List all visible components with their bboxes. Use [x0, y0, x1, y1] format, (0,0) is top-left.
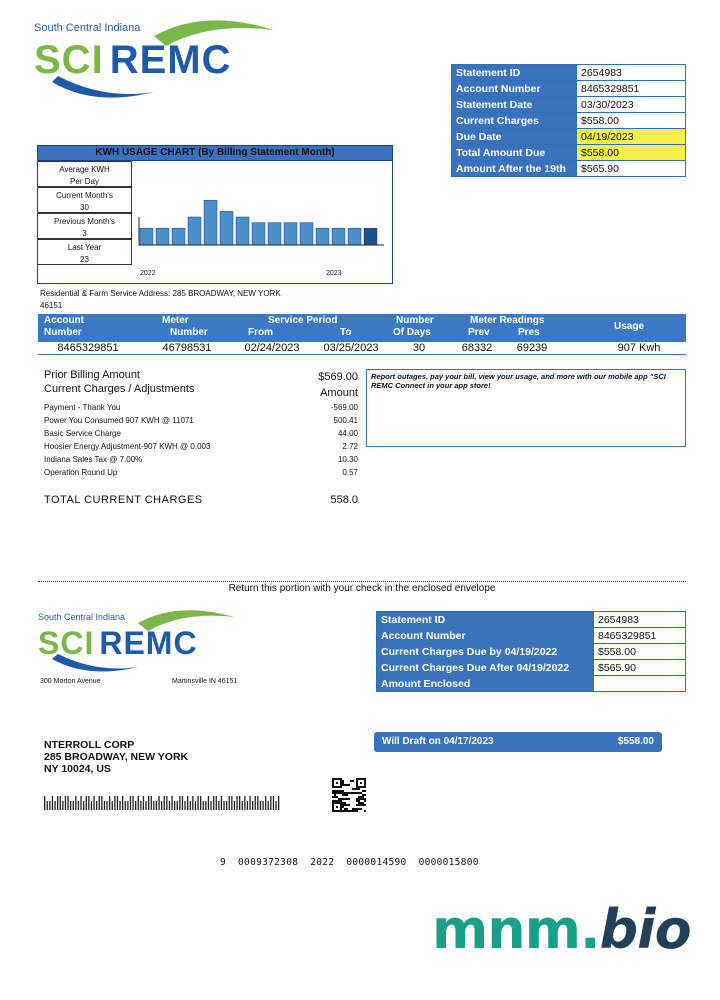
- postal-barcode-icon: [44, 796, 288, 810]
- remittance-row: [377, 612, 686, 628]
- statement-row-value: 2654983: [577, 65, 686, 81]
- statement-row-value: $565.90: [577, 161, 686, 177]
- charge-label: Indiana Sales Tax @ 7.00%: [44, 455, 143, 464]
- charge-line: [44, 403, 358, 416]
- statement-row-value: $558.00: [577, 113, 686, 129]
- statement-row: [452, 145, 686, 161]
- chart-stat-cell: Last Year 23: [38, 239, 132, 265]
- statement-row-label: Amount After the 19th: [452, 161, 577, 177]
- charge-value: -569.00: [330, 403, 358, 412]
- chart-stat-cell: Previous Month's 3: [38, 213, 132, 239]
- company-city: Martinsville IN 46151: [172, 678, 238, 685]
- chart-stats: [38, 161, 132, 265]
- chart-stat-cell: Current Month's 30: [38, 187, 132, 213]
- charge-value: 0.57: [342, 468, 358, 477]
- company-address: 300 Morton Avenue: [40, 678, 101, 685]
- remittance-row-value: $565.90: [594, 660, 686, 676]
- logo-wordmark: SCI REMC: [34, 38, 232, 82]
- logo-top: [34, 12, 274, 102]
- logo-tagline: South Central Indiana: [34, 22, 141, 34]
- charge-line: [44, 455, 358, 468]
- kwh-usage-chart: [37, 145, 393, 284]
- charge-value: 10.30: [337, 455, 358, 464]
- charge-label: Operation Round Up: [44, 468, 118, 477]
- statement-summary-table: [451, 64, 686, 177]
- prior-billing-value: $569.00: [318, 371, 358, 383]
- amount-header: Amount: [320, 387, 358, 399]
- tear-line: [38, 581, 686, 582]
- ocr-scan-line: 9 0009372308 2022 0000014590 0000015800: [220, 857, 479, 868]
- charge-value: 500.41: [333, 416, 358, 425]
- chart-bar: [156, 228, 169, 245]
- statement-row-label: Current Charges: [452, 113, 577, 129]
- chart-bar: [220, 211, 233, 245]
- charge-label: Hoosier Energy Adjustment-907 KWH @ 0.003: [44, 442, 211, 451]
- remittance-row-label: Statement ID: [377, 612, 594, 628]
- statement-row-value: $558.00: [577, 145, 686, 161]
- charge-line: [44, 429, 358, 442]
- reading-pres: 69239: [516, 342, 548, 354]
- statement-row-label: Statement ID: [452, 65, 577, 81]
- amount-enclosed-field[interactable]: [594, 676, 686, 692]
- total-label: TOTAL CURRENT CHARGES: [44, 494, 203, 506]
- statement-row: [452, 81, 686, 97]
- account-number: 8465329851: [57, 342, 119, 354]
- customer-address: [44, 739, 188, 775]
- period-to: 03/25/2023: [323, 342, 379, 354]
- chart-bar: [300, 223, 313, 245]
- qr-code-icon: [332, 778, 366, 812]
- prior-billing-label: Prior Billing Amount: [44, 369, 140, 381]
- remittance-row-label: Amount Enclosed: [377, 676, 594, 692]
- charge-value: 44.00: [337, 429, 358, 438]
- chart-bar: [268, 223, 281, 245]
- statement-row: [452, 161, 686, 177]
- number-of-days: 30: [412, 342, 426, 354]
- charge-line: [44, 442, 358, 455]
- logo-bottom: [38, 603, 238, 673]
- remittance-row: [377, 628, 686, 644]
- chart-bar: [204, 200, 217, 245]
- charge-items: [44, 403, 358, 481]
- period-from: 02/24/2023: [244, 342, 300, 354]
- chart-x-start: 2022: [140, 270, 156, 277]
- charge-label: Basic Service Charge: [44, 429, 121, 438]
- charge-label: Power You Consumed 907 KWH @ 11071: [44, 416, 194, 425]
- remittance-row: [377, 660, 686, 676]
- draft-amount: $558.00: [617, 736, 654, 747]
- remittance-row-label: Account Number: [377, 628, 594, 644]
- total-value: 558.0: [330, 494, 358, 506]
- statement-row-value: 04/19/2023: [577, 129, 686, 145]
- statement-row: [452, 65, 686, 81]
- draft-label: Will Draft on 04/17/2023: [382, 736, 494, 747]
- brand-watermark: mnm.bio: [432, 898, 691, 961]
- app-promo-note: Report outages, pay your bill, view your usage, and more with our mobile app "SCI REMC Connect in your app store!: [366, 369, 686, 447]
- chart-plot: [134, 161, 390, 281]
- chart-x-end: 2023: [326, 270, 342, 277]
- remittance-row: [377, 676, 686, 692]
- chart-bar: [236, 217, 249, 245]
- customer-street: 285 BROADWAY, NEW YORK: [44, 751, 189, 763]
- remittance-row-label: Current Charges Due by 04/19/2022: [377, 644, 594, 660]
- charge-label: Payment - Thank You: [44, 403, 121, 412]
- statement-row-value: 8465329851: [577, 81, 686, 97]
- customer-city: NY 10024, US: [44, 763, 111, 775]
- customer-name: NTERROLL CORP: [44, 739, 135, 751]
- chart-bar: [348, 228, 361, 245]
- remittance-row: [377, 644, 686, 660]
- charge-line: [44, 416, 358, 429]
- logo-tagline: South Central Indiana: [38, 612, 126, 622]
- statement-row: [452, 113, 686, 129]
- remittance-row-value: $558.00: [594, 644, 686, 660]
- remittance-row-value: 8465329851: [594, 628, 686, 644]
- auto-draft-bar: [374, 732, 662, 752]
- return-instruction: Return this portion with your check in the enclosed envelope: [228, 583, 496, 594]
- chart-bar: [140, 228, 153, 245]
- chart-bar: [284, 223, 297, 245]
- remittance-row-value: 2654983: [594, 612, 686, 628]
- chart-bar: [364, 228, 377, 245]
- chart-stat-cell: Average KWH Per Day: [38, 161, 132, 187]
- reading-prev: 68332: [461, 342, 493, 354]
- statement-row-label: Total Amount Due: [452, 145, 577, 161]
- statement-row-label: Statement Date: [452, 97, 577, 113]
- statement-row-label: Due Date: [452, 129, 577, 145]
- current-charges-label: Current Charges / Adjustments: [44, 383, 195, 395]
- chart-bar: [332, 228, 345, 245]
- statement-row-value: 03/30/2023: [577, 97, 686, 113]
- usage-value: 907 Kwh: [617, 342, 661, 354]
- charge-line: [44, 468, 358, 481]
- chart-title: KWH USAGE CHART (By Billing Statement Month): [38, 146, 392, 161]
- chart-bar: [188, 217, 201, 245]
- service-address: Residential & Farm Service Address: 285 BROADWAY, NEW YORK 46151: [40, 289, 281, 310]
- chart-bar: [316, 228, 329, 245]
- chart-bar: [172, 228, 185, 245]
- account-table-header: Account Number Meter Number Service Period From To Number Of Days Meter Readings Prev Pres Usage: [38, 314, 686, 342]
- chart-bar: [252, 223, 265, 245]
- meter-number: 46798531: [162, 342, 212, 354]
- remittance-row-label: Current Charges Due After 04/19/2022: [377, 660, 594, 676]
- statement-row: [452, 129, 686, 145]
- logo-wordmark: SCI REMC: [38, 625, 198, 661]
- remittance-table: [376, 611, 686, 692]
- account-table-row: [38, 342, 686, 355]
- charge-value: 2.72: [342, 442, 358, 451]
- statement-row-label: Account Number: [452, 81, 577, 97]
- statement-row: [452, 97, 686, 113]
